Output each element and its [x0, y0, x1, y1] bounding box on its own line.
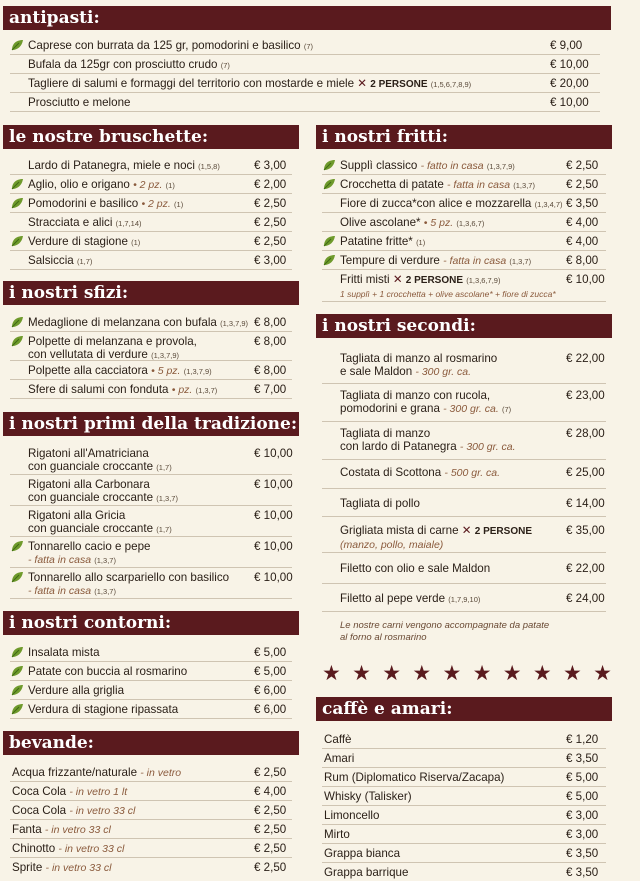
price: € 10,00: [254, 478, 293, 491]
stars-divider: [322, 663, 612, 685]
price: € 10,00: [566, 273, 605, 286]
section-title-contorni: i nostri contorni:: [3, 611, 299, 635]
menu-item: Rigatoni alla Carbonara con guanciale croccante (1,3,7) € 10,00: [10, 475, 292, 506]
leaf-icon: [322, 253, 336, 267]
menu-item: Tagliere di salumi e formaggi del territorio con mostarde e miele ✕ 2 PERSONE (1,5,6,7,8,9) € 20,00: [10, 74, 600, 93]
price: € 14,00: [566, 497, 605, 510]
menu-item: Grappa bianca € 3,50: [322, 844, 606, 863]
price: € 8,00: [254, 364, 287, 377]
section-title-secondi: i nostri secondi:: [316, 314, 612, 338]
leaf-icon: [10, 539, 24, 553]
menu-item: Bufala da 125gr con prosciutto crudo (7) € 10,00: [10, 55, 600, 74]
menu-item: Coca Cola - in vetro 1 lt € 4,00: [10, 782, 292, 801]
menu-item: Grigliata mista di carne ✕ 2 PERSONE (manzo, pollo, maiale) € 35,00: [322, 517, 606, 553]
price: € 2,50: [254, 216, 287, 229]
menu-item: Tagliata di manzo al rosmarino e sale Maldon - 300 gr. ca. € 22,00: [322, 346, 606, 384]
price: € 8,00: [254, 316, 287, 329]
menu-item: Rum (Diplomatico Riserva/Zacapa) € 5,00: [322, 768, 606, 787]
times-icon: ✕: [392, 273, 403, 286]
star-icon: ★: [322, 662, 341, 685]
price: € 20,00: [550, 77, 589, 90]
menu-item: Fiore di zucca*con alice e mozzarella (1,3,4,7) € 3,50: [322, 194, 606, 213]
menu-item: Rigatoni alla Gricia con guanciale croccante (1,7) € 10,00: [10, 506, 292, 537]
menu-item: Limoncello € 3,00: [322, 806, 606, 825]
price: € 6,00: [254, 703, 287, 716]
price: € 5,00: [254, 665, 287, 678]
section-title-fritti: i nostri fritti:: [316, 125, 612, 149]
menu-item: Medaglione di melanzana con bufala (1,3,7,9) € 8,00: [10, 313, 292, 332]
menu-item: Lardo di Patanegra, miele e noci (1,5,8) € 3,00: [10, 156, 292, 175]
menu-item: Verdura di stagione ripassata € 6,00: [10, 700, 292, 719]
section-title-sfizi: i nostri sfizi:: [3, 281, 299, 305]
section-title-caffe: caffè e amari:: [316, 697, 612, 721]
star-icon: ★: [412, 662, 432, 685]
star-icon: ★: [593, 662, 612, 685]
menu-item: Costata di Scottona - 500 gr. ca. € 25,00: [322, 460, 606, 489]
price: € 2,50: [254, 861, 287, 874]
star-icon: ★: [442, 662, 462, 685]
times-icon: ✕: [461, 524, 472, 537]
price: € 2,00: [254, 178, 287, 191]
price: € 25,00: [566, 466, 605, 479]
price: € 8,00: [254, 335, 287, 348]
star-icon: ★: [532, 662, 552, 685]
menu-item: Aglio, olio e origano • 2 pz. (1) € 2,00: [10, 175, 292, 194]
price: € 2,50: [254, 842, 287, 855]
menu-item: Sprite - in vetro 33 cl € 2,50: [12, 861, 287, 874]
star-icon: ★: [563, 662, 582, 685]
price: € 10,00: [254, 447, 293, 460]
leaf-icon: [10, 645, 24, 659]
menu-item: Tagliata di manzo con lardo di Patanegra - 300 gr. ca. € 28,00: [322, 422, 606, 460]
price: € 1,20: [566, 733, 599, 746]
leaf-icon: [322, 158, 336, 172]
fritti-list: [322, 156, 606, 306]
menu-item: Supplì classico - fatto in casa (1,3,7,9) € 2,50: [322, 156, 606, 175]
menu-item: Caprese con burrata da 125 gr, pomodorini e basilico (7) € 9,00: [10, 36, 600, 55]
price: € 2,50: [254, 197, 287, 210]
bruschette-list: [10, 156, 292, 270]
price: € 6,00: [254, 684, 287, 697]
section-title-antipasti: antipasti:: [3, 6, 611, 30]
price: € 2,50: [254, 235, 287, 248]
menu-item: Insalata mista € 5,00: [10, 643, 292, 662]
menu-item: Grappa barrique € 3,50: [324, 866, 599, 879]
price: € 4,00: [566, 235, 599, 248]
price: € 8,00: [566, 254, 599, 267]
price: € 4,00: [254, 785, 287, 798]
fritti-misti-note: 1 supplì + 1 crocchetta + olive ascolane* + fiore di zucca*: [340, 289, 556, 299]
menu-item: Rigatoni all'Amatriciana con guanciale croccante (1,7) € 10,00: [10, 444, 292, 475]
star-icon: ★: [352, 662, 371, 685]
menu-item: Coca Cola - in vetro 33 cl € 2,50: [10, 801, 292, 820]
price: € 10,00: [550, 58, 589, 71]
price: € 3,00: [566, 809, 599, 822]
menu-item: Chinotto - in vetro 33 cl € 2,50: [10, 839, 292, 858]
menu-item: Crocchetta di patate - fatta in casa (1,3,7) € 2,50: [322, 175, 606, 194]
leaf-icon: [10, 683, 24, 697]
menu-item: Polpette alla cacciatora • 5 pz. (1,3,7,9) € 8,00: [10, 361, 292, 380]
menu-item: Whisky (Talisker) € 5,00: [322, 787, 606, 806]
leaf-icon: [10, 315, 24, 329]
star-icon: ★: [472, 662, 492, 685]
price: € 3,00: [254, 254, 287, 267]
star-icon: ★: [382, 662, 402, 685]
price: € 35,00: [566, 524, 605, 537]
menu-item: Patate con buccia al rosmarino € 5,00: [10, 662, 292, 681]
price: € 3,50: [566, 197, 599, 210]
menu-item: Fanta - in vetro 33 cl € 2,50: [10, 820, 292, 839]
secondi-note: Le nostre carni vengono accompagnate da patate al forno al rosmarino: [340, 620, 550, 643]
leaf-icon: [10, 334, 24, 348]
bevande-list: [10, 763, 292, 879]
leaf-icon: [10, 570, 24, 584]
price: € 2,50: [254, 823, 287, 836]
section-title-primi: i nostri primi della tradizione:: [3, 412, 299, 436]
caffe-list: [322, 730, 606, 880]
times-icon: ✕: [357, 77, 368, 90]
leaf-icon: [10, 38, 24, 52]
price: € 2,50: [566, 178, 599, 191]
price: € 2,50: [254, 766, 287, 779]
menu-item: Olive ascolane* • 5 pz. (1,3,6,7) € 4,00: [322, 213, 606, 232]
star-icon: ★: [502, 662, 522, 685]
menu-item: Patatine fritte* (1) € 4,00: [322, 232, 606, 251]
menu-item: Fritti misti ✕ 2 PERSONE (1,3,6,7,9) € 10,00 1 supplì + 1 crocchetta + olive ascolane* + fiore di zucca*: [322, 270, 606, 302]
section-title-bruschette: le nostre bruschette:: [3, 125, 299, 149]
price: € 3,00: [254, 159, 287, 172]
price: € 7,00: [254, 383, 287, 396]
menu-item: Acqua frizzante/naturale - in vetro € 2,50: [10, 763, 292, 782]
price: € 10,00: [254, 571, 293, 584]
menu-item: Polpette di melanzana e provola, con vellutata di verdure (1,3,7,9) € 8,00: [10, 332, 292, 361]
leaf-icon: [322, 234, 336, 248]
menu-item: Stracciata e alici (1,7,14) € 2,50: [10, 213, 292, 232]
secondi-list: [322, 346, 606, 616]
primi-list: [10, 444, 292, 600]
antipasti-list: [10, 36, 600, 114]
leaf-icon: [322, 177, 336, 191]
menu-item: Tempure di verdure - fatta in casa (1,3,7) € 8,00: [322, 251, 606, 270]
leaf-icon: [10, 664, 24, 678]
menu-item: Prosciutto e melone € 10,00: [10, 93, 600, 112]
menu-item: Caffè € 1,20: [322, 730, 606, 749]
price: € 22,00: [566, 352, 605, 365]
price: € 3,50: [566, 752, 599, 765]
menu-item: Verdure alla griglia € 6,00: [10, 681, 292, 700]
menu-item: Mirto € 3,00: [322, 825, 606, 844]
leaf-icon: [10, 177, 24, 191]
contorni-list: [10, 643, 292, 719]
section-title-bevande: bevande:: [3, 731, 299, 755]
menu-item: Pomodorini e basilico • 2 pz. (1) € 2,50: [10, 194, 292, 213]
price: € 28,00: [566, 427, 605, 440]
price: € 4,00: [566, 216, 599, 229]
menu-item: Sfere di salumi con fonduta • pz. (1,3,7) € 7,00: [10, 380, 292, 399]
price: € 3,50: [566, 847, 599, 860]
price: € 24,00: [566, 592, 605, 605]
leaf-icon: [10, 196, 24, 210]
menu-item: Filetto con olio e sale Maldon € 22,00: [322, 553, 606, 584]
price: € 10,00: [254, 540, 293, 553]
price: € 9,00: [550, 39, 583, 52]
price: € 10,00: [550, 96, 589, 109]
menu-item: Amari € 3,50: [322, 749, 606, 768]
price: € 3,50: [566, 866, 599, 879]
price: € 5,00: [566, 790, 599, 803]
price: € 3,00: [566, 828, 599, 841]
price: € 2,50: [254, 804, 287, 817]
price: € 10,00: [254, 509, 293, 522]
menu-item: Tonnarello cacio e pepe - fatta in casa (1,3,7) € 10,00: [10, 537, 292, 568]
price: € 22,00: [566, 562, 605, 575]
leaf-icon: [10, 234, 24, 248]
menu-item: Tagliata di pollo € 14,00: [322, 489, 606, 517]
menu-item: Tagliata di manzo con rucola, pomodorini e grana - 300 gr. ca. (7) € 23,00: [322, 384, 606, 422]
price: € 5,00: [254, 646, 287, 659]
price: € 5,00: [566, 771, 599, 784]
menu-item: Tonnarello allo scarpariello con basilico - fatta in casa (1,3,7) € 10,00: [10, 568, 292, 599]
menu-item: Salsiccia (1,7) € 3,00: [10, 251, 292, 270]
menu-item: Verdure di stagione (1) € 2,50: [10, 232, 292, 251]
price: € 2,50: [566, 159, 599, 172]
menu-item: Filetto al pepe verde (1,7,9,10) € 24,00: [322, 584, 606, 612]
sfizi-list: [10, 313, 292, 399]
price: € 23,00: [566, 389, 605, 402]
leaf-icon: [10, 702, 24, 716]
